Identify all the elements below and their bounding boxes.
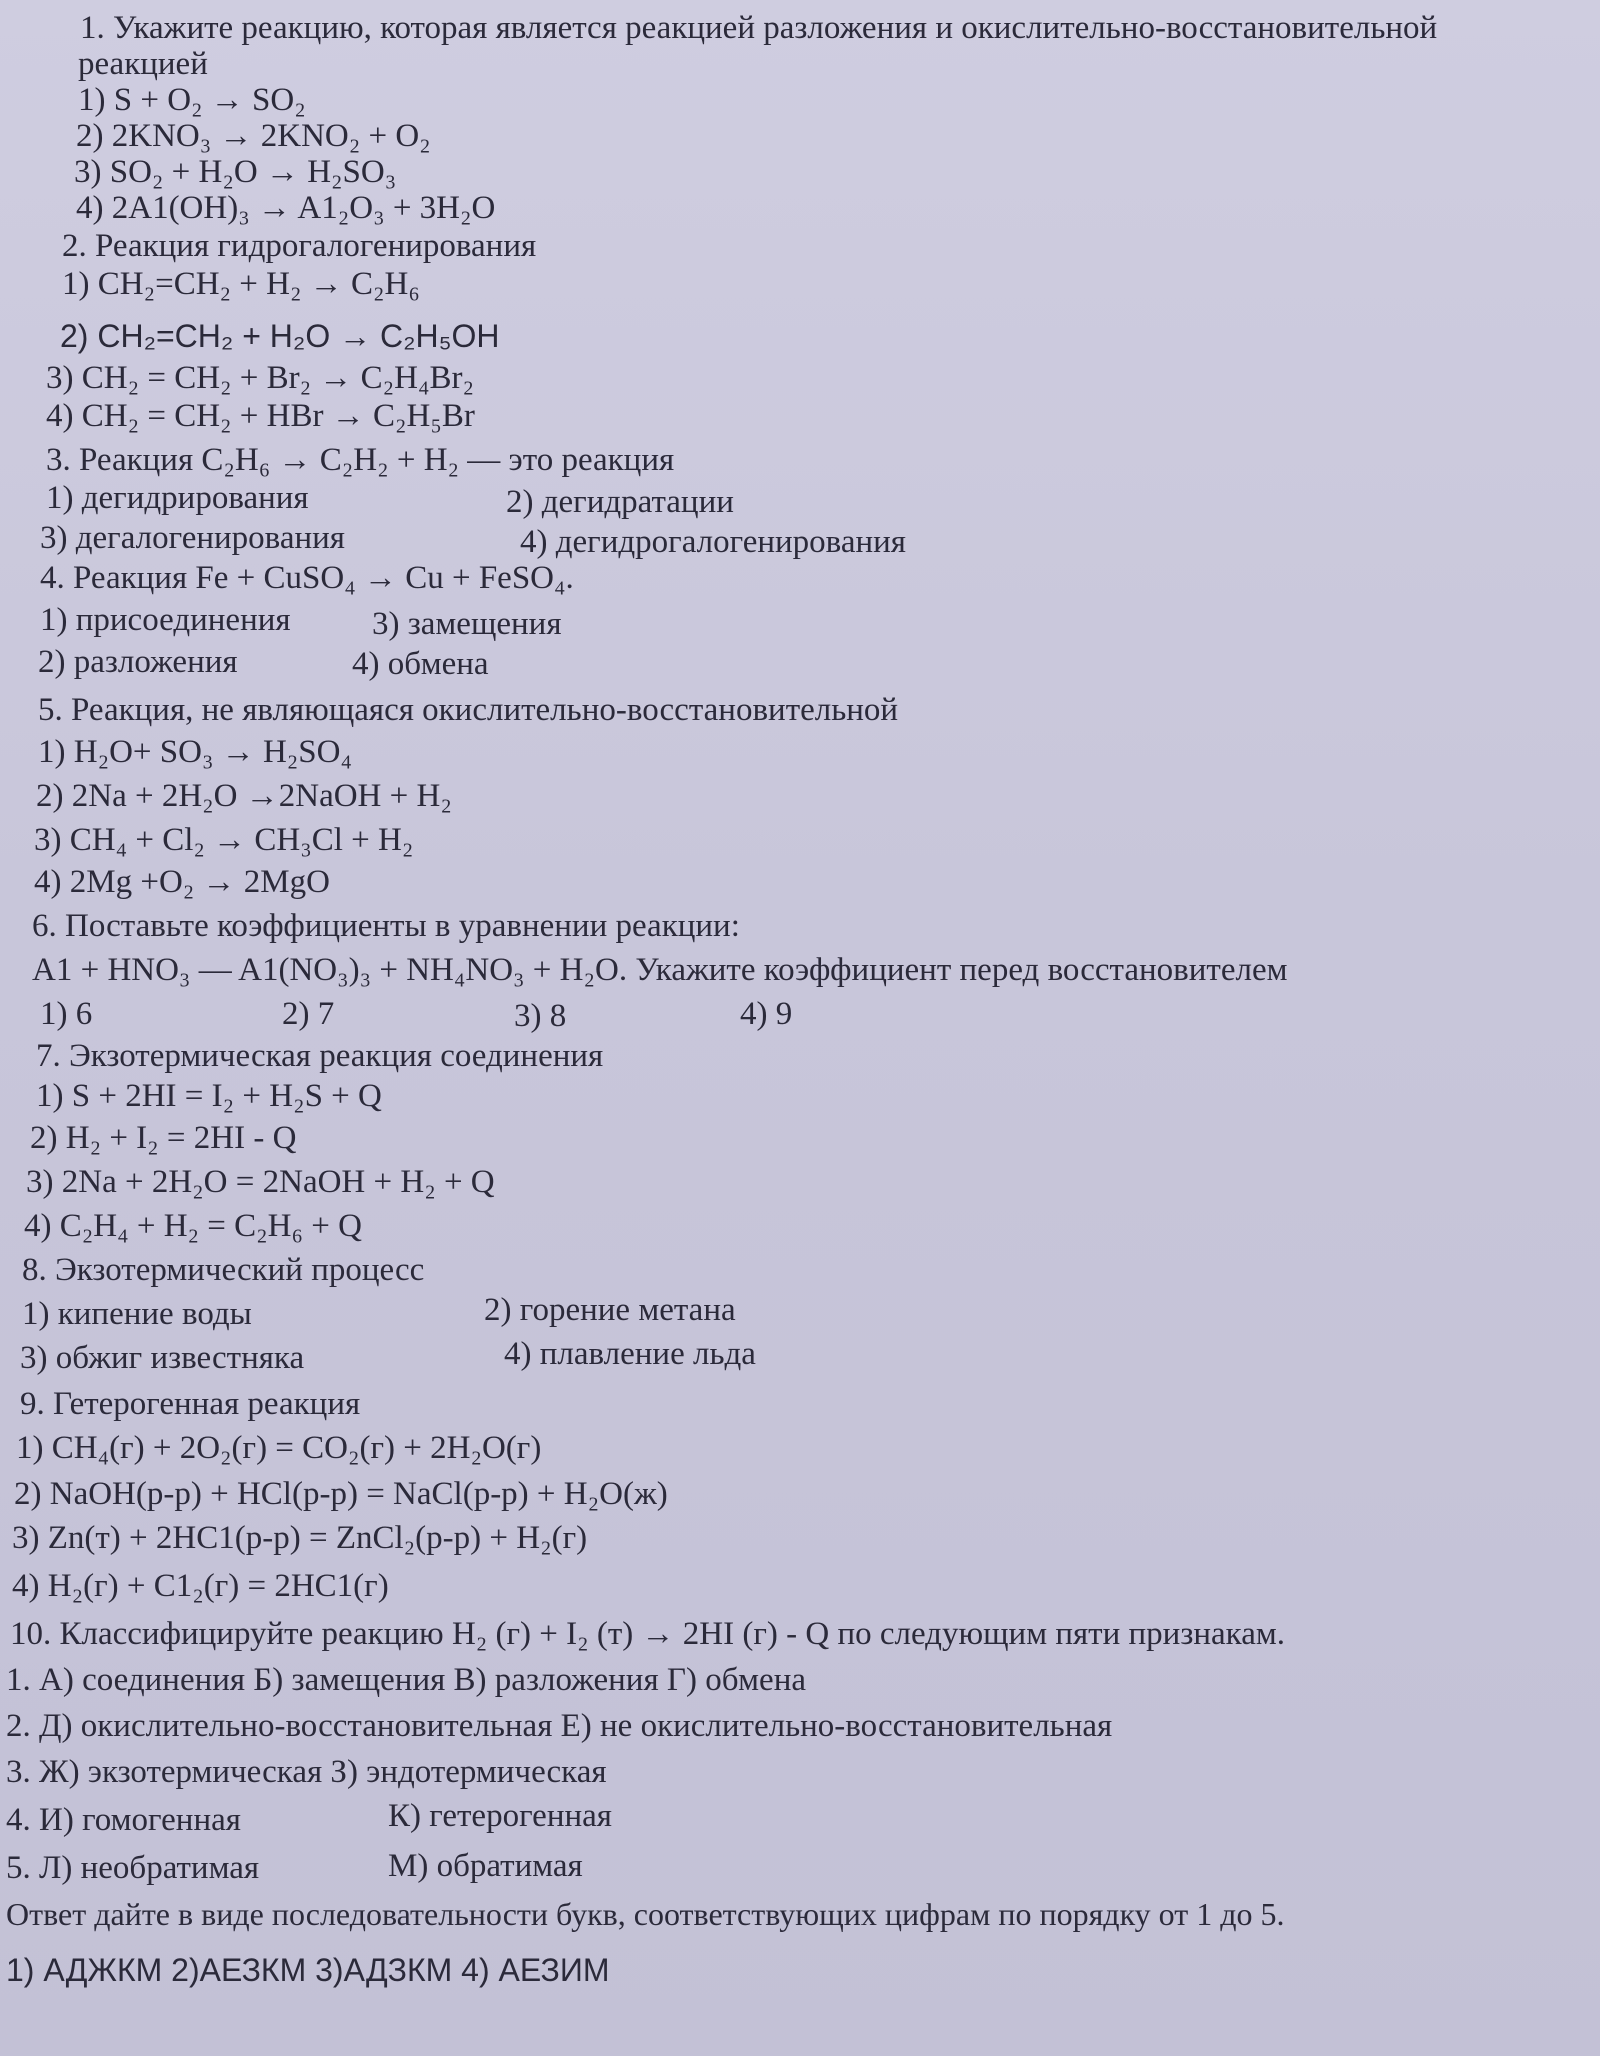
q3-option-1: 1) дегидрирования (46, 480, 309, 516)
q1-title-cont: реакцией (78, 46, 208, 82)
q8-option-4: 4) плавление льда (504, 1336, 756, 1372)
q2-option-2: 2) CH₂=CH₂ + H₂O → C₂H₅OH (60, 318, 500, 354)
q6-title: 6. Поставьте коэффициенты в уравнении реакции: (32, 908, 740, 944)
q9-option-4: 4) H₂(г) + C1₂(г) = 2HC1(г) (12, 1568, 389, 1604)
q2-title: 2. Реакция гидрогалогенирования (62, 228, 537, 264)
q6-equation: A1 + HNO₃ — A1(NO₃)₃ + NH₄NO₃ + H₂O. Укажите коэффициент перед восстановителем (32, 952, 1288, 988)
q10-row-4: 4. И) гомогенная (6, 1802, 241, 1838)
q2-option-1: 1) CH₂=CH₂ + H₂ → C₂H₆ (62, 266, 420, 302)
q7-option-2: 2) H₂ + I₂ = 2HI - Q (30, 1120, 297, 1156)
q10-row-1: 1. А) соединения Б) замещения В) разложения Г) обмена (6, 1662, 807, 1698)
q1-option-4: 4) 2A1(OH)₃ → A1₂O₃ + 3H₂O (76, 190, 496, 226)
q10-row-4-option-b: К) гетерогенная (388, 1798, 612, 1834)
q9-option-3: 3) Zn(т) + 2HC1(р-р) = ZnCl₂(р-р) + H₂(г) (12, 1520, 588, 1556)
q10-row-3: 3. Ж) экзотермическая З) эндотермическая (6, 1754, 607, 1790)
q7-title: 7. Экзотермическая реакция соединения (36, 1038, 604, 1074)
q8-option-3: 3) обжиг известняка (20, 1340, 305, 1376)
q1-option-3: 3) SO₂ + H₂O → H₂SO₃ (74, 154, 397, 190)
q6-option-1: 1) 6 (40, 996, 93, 1032)
q3-title: 3. Реакция C₂H₆ → C₂H₂ + H₂ — это реакция (46, 442, 675, 478)
q10-row-5-option-b: М) обратимая (388, 1848, 583, 1884)
q2-option-3: 3) CH₂ = CH₂ + Br₂ → C₂H₄Br₂ (46, 360, 475, 396)
q9-option-1: 1) CH₄(г) + 2O₂(г) = CO₂(г) + 2H₂O(г) (16, 1430, 542, 1466)
q8-option-2: 2) горение метана (484, 1292, 736, 1328)
q9-option-2: 2) NaOH(р-р) + HCl(р-р) = NaCl(р-р) + H₂O(ж) (14, 1476, 668, 1512)
q4-option-3: 3) замещения (372, 606, 562, 642)
q3-option-3: 3) дегалогенирования (40, 520, 345, 556)
q3-option-2: 2) дегидратации (506, 484, 734, 520)
q5-option-2: 2) 2Na + 2H₂O →2NaOH + H₂ (36, 778, 452, 814)
q5-option-1: 1) H₂O+ SO₃ → H₂SO₄ (38, 734, 352, 770)
q8-title: 8. Экзотермический процесс (22, 1252, 425, 1288)
q4-option-1: 1) присоединения (40, 602, 291, 638)
q5-option-4: 4) 2Mg +O₂ → 2MgO (34, 864, 330, 900)
q7-option-3: 3) 2Na + 2H₂O = 2NaOH + H₂ + Q (26, 1164, 495, 1200)
q1-option-1: 1) S + O₂ → SO₂ (78, 82, 306, 118)
q1-option-2: 2) 2KNO₃ → 2KNO₂ + O₂ (76, 118, 431, 154)
q4-option-2: 2) разложения (38, 644, 238, 680)
q4-option-4: 4) обмена (352, 646, 489, 682)
q4-title: 4. Реакция Fe + CuSO₄ → Cu + FeSO₄. (40, 560, 574, 596)
q10-title: 10. Классифицируйте реакцию H₂ (г) + I₂ (т) → 2HI (г) - Q по следующим пяти признакам. (10, 1616, 1285, 1652)
q6-option-3: 3) 8 (514, 998, 567, 1034)
q1-title: 1. Укажите реакцию, которая является реакцией разложения и окислительно-восстановительной (80, 10, 1438, 46)
q6-option-2: 2) 7 (282, 996, 335, 1032)
q7-option-1: 1) S + 2HI = I₂ + H₂S + Q (36, 1078, 382, 1114)
q8-option-1: 1) кипение воды (22, 1296, 252, 1332)
q5-title: 5. Реакция, не являющаяся окислительно-восстановительной (38, 692, 899, 728)
q10-row-2: 2. Д) окислительно-восстановительная Е) не окислительно-восстановительная (6, 1708, 1113, 1744)
q10-instruction: Ответ дайте в виде последовательности букв, соответствующих цифрам по порядку от 1 до 5. (6, 1896, 1285, 1932)
q3-option-4: 4) дегидрогалогенирования (520, 524, 906, 560)
q10-row-5: 5. Л) необратимая (6, 1850, 260, 1886)
q2-option-4: 4) CH₂ = CH₂ + HBr → C₂H₅Br (46, 398, 475, 434)
q10-answers: 1) АДЖКМ 2)АЕЗКМ 3)АДЗКМ 4) АЕЗИМ (6, 1952, 610, 1988)
q6-option-4: 4) 9 (740, 996, 793, 1032)
q9-title: 9. Гетерогенная реакция (20, 1386, 361, 1422)
q7-option-4: 4) C₂H₄ + H₂ = C₂H₆ + Q (24, 1208, 362, 1244)
q5-option-3: 3) CH₄ + Cl₂ → CH₃Cl + H₂ (34, 822, 414, 858)
